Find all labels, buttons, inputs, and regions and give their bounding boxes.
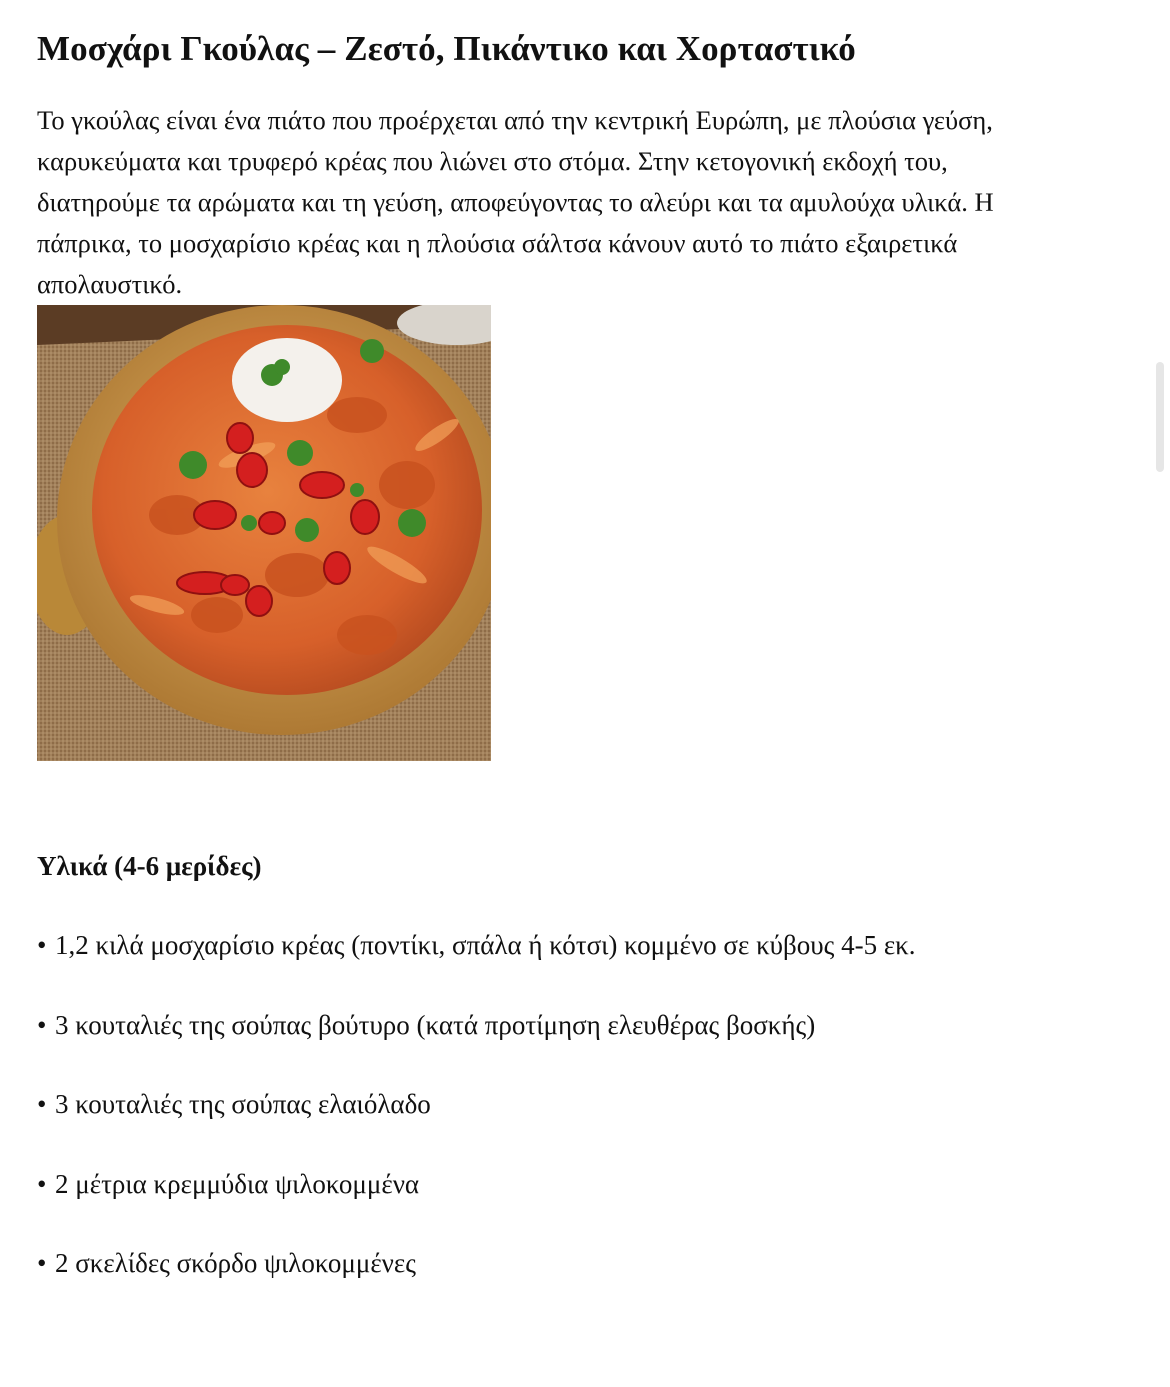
intro-line: απολαυστικό.: [37, 269, 183, 299]
sour-cream-dollop: [232, 338, 342, 422]
bullet-icon: •: [37, 1168, 47, 1199]
list-item: [37, 1084, 916, 1164]
recipe-intro: [37, 100, 1170, 305]
recipe-title: Μοσχάρι Γκούλας – Ζεστό, Πικάντικο και Χορταστικό: [37, 29, 856, 68]
ingredient-text: 2 σκελίδες σκόρδο ψιλοκομμένες: [55, 1248, 416, 1278]
list-item: [37, 1005, 916, 1085]
ingredient-text: 2 μέτρια κρεμμύδια ψιλοκομμένα: [55, 1168, 420, 1199]
list-item: [37, 925, 916, 1005]
ingredient-text: 1,2 κιλά μοσχαρίσιο κρέας (ποντίκι, σπάλα ή κότσι) κομμένο σε κύβους 4-5 εκ.: [55, 930, 916, 960]
bullet-icon: •: [37, 930, 47, 960]
intro-line: Το γκούλας είναι ένα πιάτο που προέρχεται από την κεντρική Ευρώπη, με πλούσια γεύση,: [37, 105, 993, 135]
list-item: [37, 1164, 916, 1244]
intro-line: πάπρικα, το μοσχαρίσιο κρέας και η πλούσια σάλτσα κάνουν αυτό το πιάτο εξαιρετικά: [37, 228, 958, 258]
bullet-icon: •: [37, 1089, 47, 1119]
ingredient-text: 3 κουταλιές της σούπας βούτυρο (κατά προτίμηση ελευθέρας βοσκής): [55, 1009, 816, 1040]
list-item: [37, 1243, 916, 1323]
ingredient-text: 3 κουταλιές της σούπας ελαιόλαδο: [55, 1089, 431, 1119]
goulash-illustration: [37, 305, 491, 761]
bullet-icon: •: [37, 1009, 47, 1040]
ingredients-list: [37, 925, 916, 1323]
goulash-photo: [37, 305, 491, 761]
intro-line: διατηρούμε τα αρώματα και τη γεύση, αποφεύγοντας το αλεύρι και τα αμυλούχα υλικά. Η: [37, 187, 994, 217]
ingredients-title: Υλικά (4-6 μερίδες): [37, 851, 262, 881]
scrollbar-thumb[interactable]: [1156, 362, 1164, 472]
bullet-icon: •: [37, 1248, 47, 1278]
intro-line: καρυκεύματα και τρυφερό κρέας που λιώνει στο στόμα. Στην κετογονική εκδοχή του,: [37, 146, 948, 176]
